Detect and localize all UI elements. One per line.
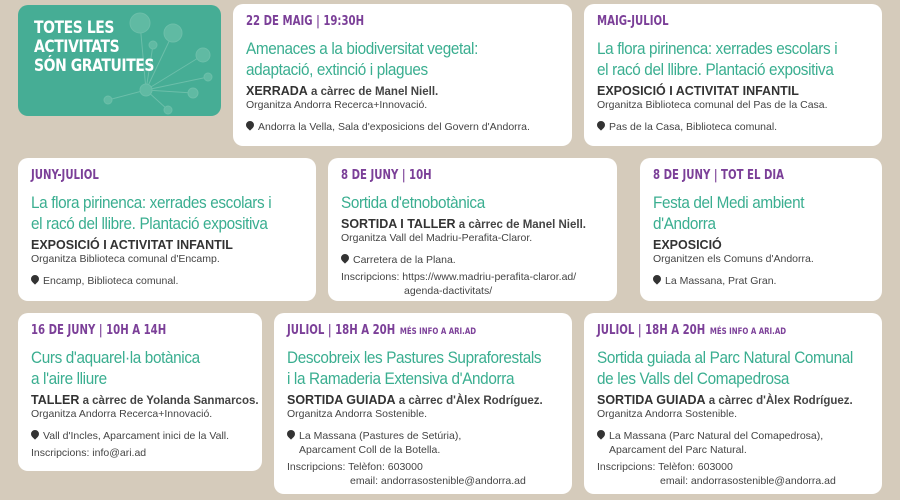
event-type — [341, 217, 605, 231]
location — [31, 274, 304, 288]
location-pin-icon — [595, 119, 606, 130]
organizer: Organitza Biblioteca comunal del Pas de la Casa. — [597, 99, 828, 111]
location-pin-icon — [651, 273, 662, 284]
event-type — [246, 84, 560, 98]
presenter: a càrrec de Yolanda Sanmarcos. — [79, 395, 259, 407]
event-title — [31, 192, 277, 234]
location — [246, 120, 560, 134]
event-date — [597, 322, 810, 340]
event-title — [597, 38, 843, 80]
event-type — [287, 393, 560, 407]
registration — [597, 460, 870, 488]
title-line: d'Andorra — [653, 214, 716, 233]
free-activities-banner — [18, 5, 221, 116]
location — [597, 429, 870, 457]
type-label: EXPOSICIÓ I ACTIVITAT INFANTIL — [31, 238, 233, 252]
organizer: Organitza Andorra Sostenible. — [287, 408, 428, 420]
event-type — [31, 238, 304, 252]
event-type — [653, 238, 870, 252]
registration-phone: Inscripcions: Telèfon: 603000 — [287, 461, 423, 473]
title-line: Festa del Medi ambient — [653, 193, 805, 212]
event-type — [597, 393, 870, 407]
location-line: La Massana, Prat Gran. — [665, 275, 777, 287]
type-label: TALLER — [31, 393, 80, 407]
event-date — [287, 322, 500, 340]
promo-line: ACTIVITATS — [34, 37, 120, 57]
promo-line: TOTES LES — [34, 18, 115, 38]
title-line: Sortida d'etnobotànica — [341, 193, 485, 212]
registration-email[interactable]: email: andorrasostenible@andorra.ad — [350, 475, 526, 487]
event-title — [246, 38, 529, 80]
event-type — [31, 393, 259, 407]
presenter: a càrrec de Manel Niell. — [307, 86, 439, 98]
location-line: Vall d'Incles, Aparcament inici de la Vall. — [43, 430, 230, 442]
registration-email[interactable]: email: andorrasostenible@andorra.ad — [660, 475, 836, 487]
location-line: Carretera de la Plana. — [353, 254, 456, 266]
event-card — [584, 313, 882, 494]
location-line: Aparcament Coll de la Botella. — [299, 444, 441, 456]
location — [341, 253, 605, 267]
more-info-link[interactable]: MÉS INFO A ARI.AD — [709, 327, 787, 337]
event-title — [653, 192, 848, 234]
title-line: La flora pirinenca: xerrades escolars i — [597, 39, 838, 58]
location-pin-icon — [595, 428, 606, 439]
date-text: JULIOL | 18H A 20H — [597, 323, 706, 338]
registration — [287, 460, 560, 488]
event-date: 8 DE JUNY | 10H — [341, 168, 432, 183]
registration-link[interactable]: agenda-dactivitats/ — [404, 285, 493, 297]
type-label: XERRADA — [246, 84, 308, 98]
event-card — [274, 313, 572, 494]
organizer: Organitza Vall del Madriu-Perafita-Claror. — [341, 232, 533, 244]
location-pin-icon — [29, 273, 40, 284]
organizer: Organitzen els Comuns d'Andorra. — [653, 253, 814, 265]
location-pin-icon — [339, 252, 350, 263]
title-line: Amenaces a la biodiversitat vegetal: — [246, 39, 478, 58]
event-title — [597, 347, 853, 389]
event-card — [233, 4, 572, 146]
event-date: JUNY-JULIOL — [31, 168, 99, 183]
location — [597, 120, 870, 134]
location — [287, 429, 560, 457]
location-line: Aparcament del Parc Natural. — [609, 444, 747, 456]
type-label: SORTIDA GUIADA — [287, 393, 396, 407]
title-line: el racó del llibre. Plantació expositiva — [31, 214, 268, 233]
location — [653, 274, 870, 288]
event-date: 8 DE JUNY | TOT EL DIA — [653, 168, 785, 183]
title-line: La flora pirinenca: xerrades escolars i — [31, 193, 272, 212]
title-line: a l'aire lliure — [31, 369, 107, 388]
location-line: Encamp, Biblioteca comunal. — [43, 275, 179, 287]
registration-phone: Inscripcions: Telèfon: 603000 — [597, 461, 733, 473]
registration — [341, 270, 605, 298]
event-type — [597, 84, 870, 98]
promo-line: SÓN GRATUITES — [34, 56, 155, 76]
title-line: Sortida guiada al Parc Natural Comunal — [597, 348, 853, 367]
location-pin-icon — [244, 119, 255, 130]
location-line: La Massana (Parc Natural del Comapedrosa), — [609, 430, 824, 442]
location-pin-icon — [285, 428, 296, 439]
event-card — [640, 158, 882, 301]
event-card — [584, 4, 882, 146]
registration[interactable]: Inscripcions: info@ari.ad — [31, 447, 147, 459]
location-line: Pas de la Casa, Biblioteca comunal. — [609, 121, 778, 133]
event-date: MAIG-JULIOL — [597, 14, 669, 29]
location-line: La Massana (Pastures de Setúria), — [299, 430, 462, 442]
organizer: Organitza Andorra Sostenible. — [597, 408, 738, 420]
organizer: Organitza Andorra Recerca+Innovació. — [31, 408, 213, 420]
event-card — [18, 313, 262, 471]
location — [31, 429, 250, 443]
presenter: a càrrec de Manel Niell. — [455, 219, 586, 231]
location-line: Andorra la Vella, Sala d'exposicions del Govern d'Andorra. — [258, 121, 530, 133]
event-date: 16 DE JUNY | 10H A 14H — [31, 323, 167, 338]
event-date: 22 DE MAIG | 19:30H — [246, 14, 365, 29]
presenter: a càrrec d'Àlex Rodríguez. — [395, 395, 543, 407]
title-line: i la Ramaderia Extensiva d'Andorra — [287, 369, 515, 388]
type-label: SORTIDA GUIADA — [597, 393, 706, 407]
organizer: Organitza Andorra Recerca+Innovació. — [246, 99, 428, 111]
registration-link[interactable]: Inscripcions: https://www.madriu-perafita-claror.ad/ — [341, 271, 577, 283]
title-line: Descobreix les Pastures Supraforestals — [287, 348, 542, 367]
organizer: Organitza Biblioteca comunal d'Encamp. — [31, 253, 220, 265]
presenter: a càrrec d'Àlex Rodríguez. — [705, 395, 853, 407]
event-title — [287, 347, 542, 389]
event-title — [31, 347, 228, 389]
event-card — [328, 158, 617, 301]
event-card — [18, 158, 316, 301]
type-label: EXPOSICIÓ I ACTIVITAT INFANTIL — [597, 84, 799, 98]
date-text: JULIOL | 18H A 20H — [287, 323, 396, 338]
promo-text — [34, 19, 154, 76]
type-label: EXPOSICIÓ — [653, 238, 722, 252]
location-pin-icon — [29, 428, 40, 439]
title-line: el racó del llibre. Plantació expositiva — [597, 60, 834, 79]
more-info-link[interactable]: MÉS INFO A ARI.AD — [399, 327, 477, 337]
title-line: adaptació, extinció i plagues — [246, 60, 428, 79]
type-label: SORTIDA I TALLER — [341, 217, 456, 231]
title-line: de les Valls del Comapedrosa — [597, 369, 790, 388]
title-line: Curs d'aquarel·la botànica — [31, 348, 200, 367]
event-title — [341, 192, 579, 213]
